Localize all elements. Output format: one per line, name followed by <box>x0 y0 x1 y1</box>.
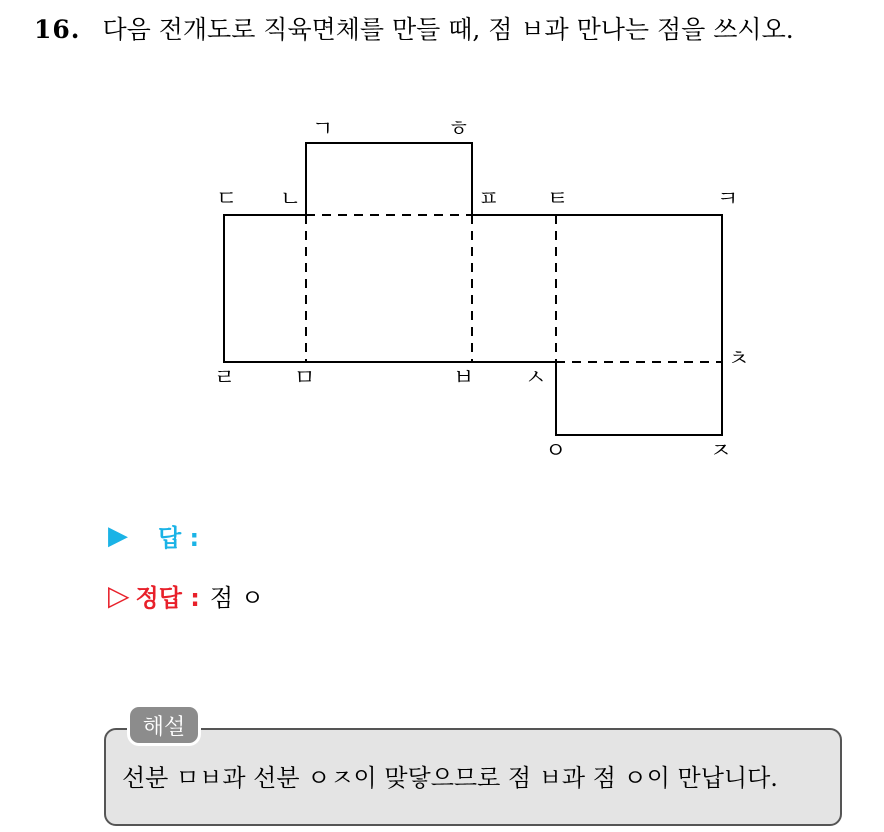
answer-label: 답 : <box>158 524 200 552</box>
correct-answer-label: 정답 : <box>135 584 200 612</box>
question-text: 다음 전개도로 직육면체를 만들 때, 점 ㅂ과 만나는 점을 쓰시오. <box>102 15 794 44</box>
vertex-label: ㅍ <box>478 187 500 212</box>
vertex-label: ㄷ <box>216 187 238 212</box>
answer-row <box>108 518 199 553</box>
vertex-label: ㅎ <box>448 117 470 142</box>
vertex-label: ㅁ <box>294 366 316 391</box>
vertex-label: ㅅ <box>525 366 547 391</box>
vertex-label: ㅇ <box>545 439 567 464</box>
question-number: 16. <box>34 15 81 44</box>
vertex-label: ㅊ <box>728 347 750 372</box>
correct-answer-value: 점 ㅇ <box>209 584 264 612</box>
vertex-label: ㅂ <box>453 366 475 391</box>
vertex-label: ㅋ <box>717 187 739 212</box>
explanation-tab: 해설 <box>130 707 198 743</box>
vertex-label: ㅈ <box>710 439 732 464</box>
correct-marker-icon: ▷ <box>108 579 130 612</box>
correct-answer-row <box>108 578 264 613</box>
vertex-label: ㄹ <box>214 366 236 391</box>
vertex-label: ㄱ <box>312 117 334 142</box>
answer-marker-icon: ▶ <box>108 520 128 551</box>
vertex-label: ㄴ <box>280 187 302 212</box>
explanation-text: 선분 ㅁㅂ과 선분 ㅇㅈ이 맞닿으므로 점 ㅂ과 점 ㅇ이 만납니다. <box>122 764 778 792</box>
vertex-label: ㅌ <box>547 187 569 212</box>
